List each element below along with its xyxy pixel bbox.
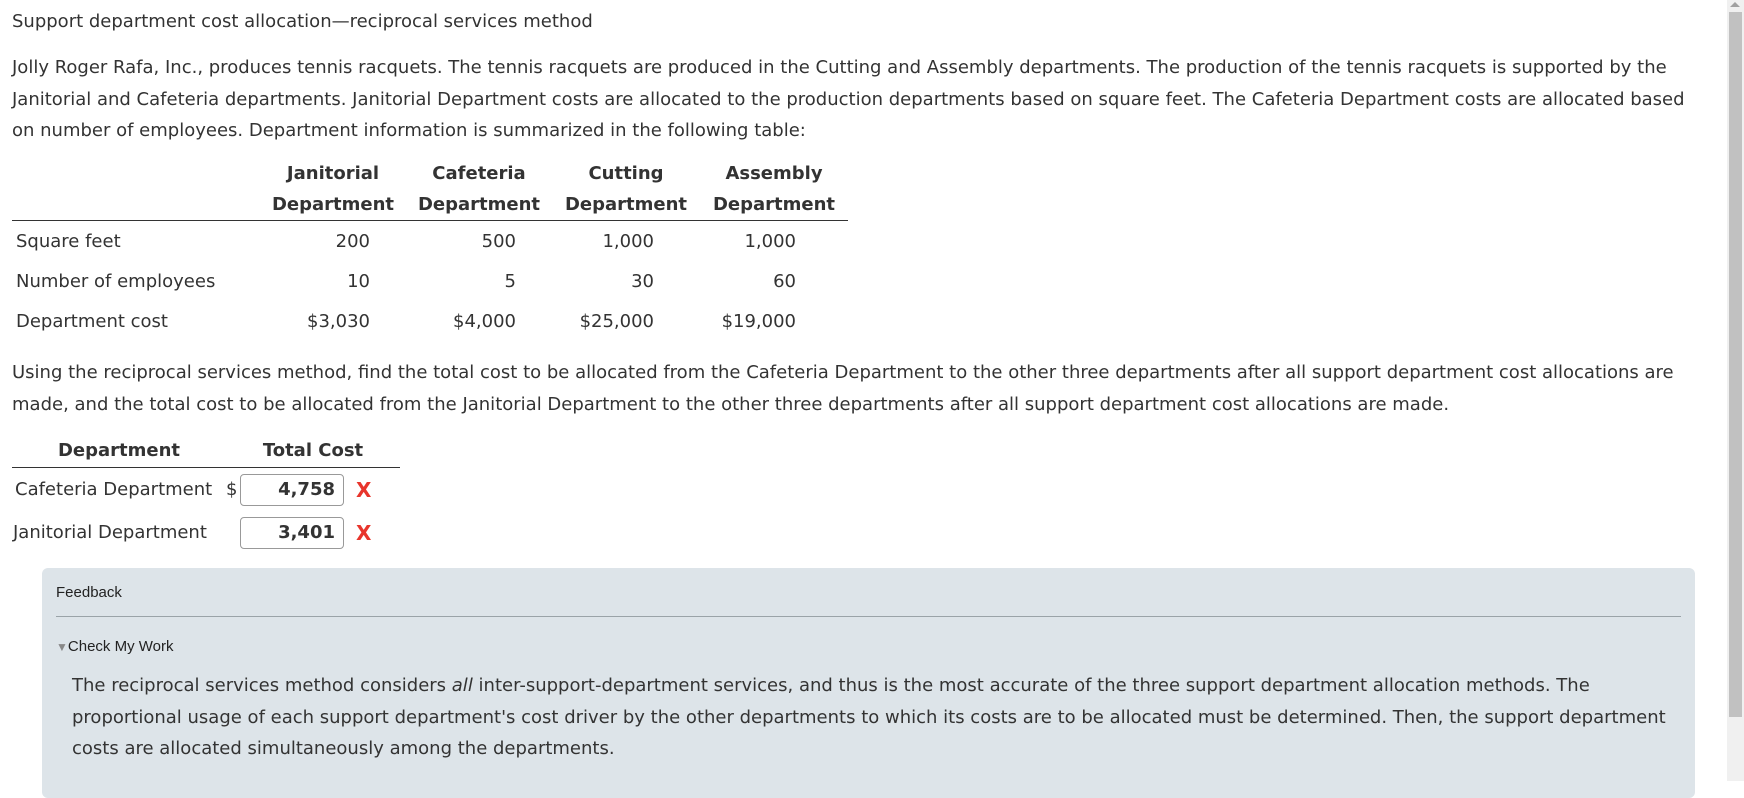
- row-label: Department cost: [16, 310, 168, 332]
- row-label: Number of employees: [16, 270, 216, 292]
- problem-title: Support department cost allocation—reciprocal services method: [12, 11, 593, 32]
- cell: 1,000: [602, 230, 654, 252]
- answer-label: Cafeteria Department: [15, 479, 213, 500]
- toggle-label: Check My Work: [67, 638, 174, 655]
- answer-table: [12, 433, 400, 554]
- cell: 200: [335, 230, 370, 252]
- cell: $19,000: [721, 310, 796, 332]
- cell: 500: [481, 230, 516, 252]
- triangle-down-icon: ▼: [56, 640, 68, 654]
- currency-symbol: $: [226, 478, 238, 500]
- answer-cell: [226, 468, 400, 512]
- answer-cell: [226, 511, 400, 554]
- scroll-up-arrow-icon[interactable]: [1730, 2, 1740, 7]
- table-row: [12, 301, 848, 341]
- answer-label: Janitorial Department: [13, 522, 207, 543]
- table-row: [12, 221, 848, 262]
- row-label: Square feet: [16, 230, 121, 252]
- cafeteria-cost-input[interactable]: 4,758: [240, 474, 344, 506]
- question-text: Using the reciprocal services method, find the total cost to be allocated from the Cafeteria Department to the other three departments after all support department cost allocations are made, and the total cost to be allocated from the Janitorial Department to the other three departments after all support department cost allocations are made.: [12, 362, 1674, 415]
- table-header-row: [12, 158, 848, 221]
- cell: 10: [347, 270, 370, 292]
- department-info-table: [12, 158, 848, 341]
- col-header-department: Department: [57, 439, 181, 461]
- cell: $25,000: [579, 310, 654, 332]
- cell: 30: [631, 270, 654, 292]
- table-row: [12, 261, 848, 301]
- answer-header-row: [12, 433, 400, 468]
- cell: 5: [504, 270, 516, 292]
- col-header-cutting: Cutting Department: [564, 163, 688, 215]
- col-header-total-cost: Total Cost: [262, 439, 364, 461]
- cell: 60: [773, 270, 796, 292]
- cell: $4,000: [453, 310, 516, 332]
- feedback-title: Feedback: [56, 584, 122, 601]
- feedback-panel: [42, 568, 1695, 798]
- problem-intro: Jolly Roger Rafa, Inc., produces tennis racquets. The tennis racquets are produced in the Cutting and Assembly departments. The production of the tennis racquets is supported by the Janitorial and Cafeteria departments. Janitorial Department costs are allocated to the production departments based on square feet. The Cafeteria Department costs are allocated based on number of employees. Department information is summarized in the following table:: [12, 57, 1685, 141]
- vertical-scrollbar[interactable]: [1727, 0, 1744, 781]
- col-header-assembly: Assembly Department: [712, 163, 836, 215]
- x-mark-icon: X: [356, 477, 372, 502]
- answer-row: [12, 511, 400, 554]
- divider: [56, 616, 1681, 617]
- cell: $3,030: [307, 310, 370, 332]
- feedback-text: The reciprocal services method considers all inter-support-department services, and thus is the most accurate of the three support department allocation methods. The proportional usage of each support department's cost driver by the other departments to which its costs are to be allocated must be determined. Then, the support department costs are allocated simultaneously among the departments.: [72, 675, 1666, 759]
- scroll-thumb[interactable]: [1729, 12, 1742, 717]
- answer-row: [12, 468, 400, 512]
- col-header-cafeteria: Cafeteria Department: [417, 163, 541, 215]
- x-mark-icon: X: [356, 520, 372, 545]
- col-header-janitorial: Janitorial Department: [271, 163, 395, 215]
- cell: 1,000: [744, 230, 796, 252]
- check-my-work-toggle[interactable]: [56, 638, 173, 655]
- janitorial-cost-input[interactable]: 3,401: [240, 517, 344, 549]
